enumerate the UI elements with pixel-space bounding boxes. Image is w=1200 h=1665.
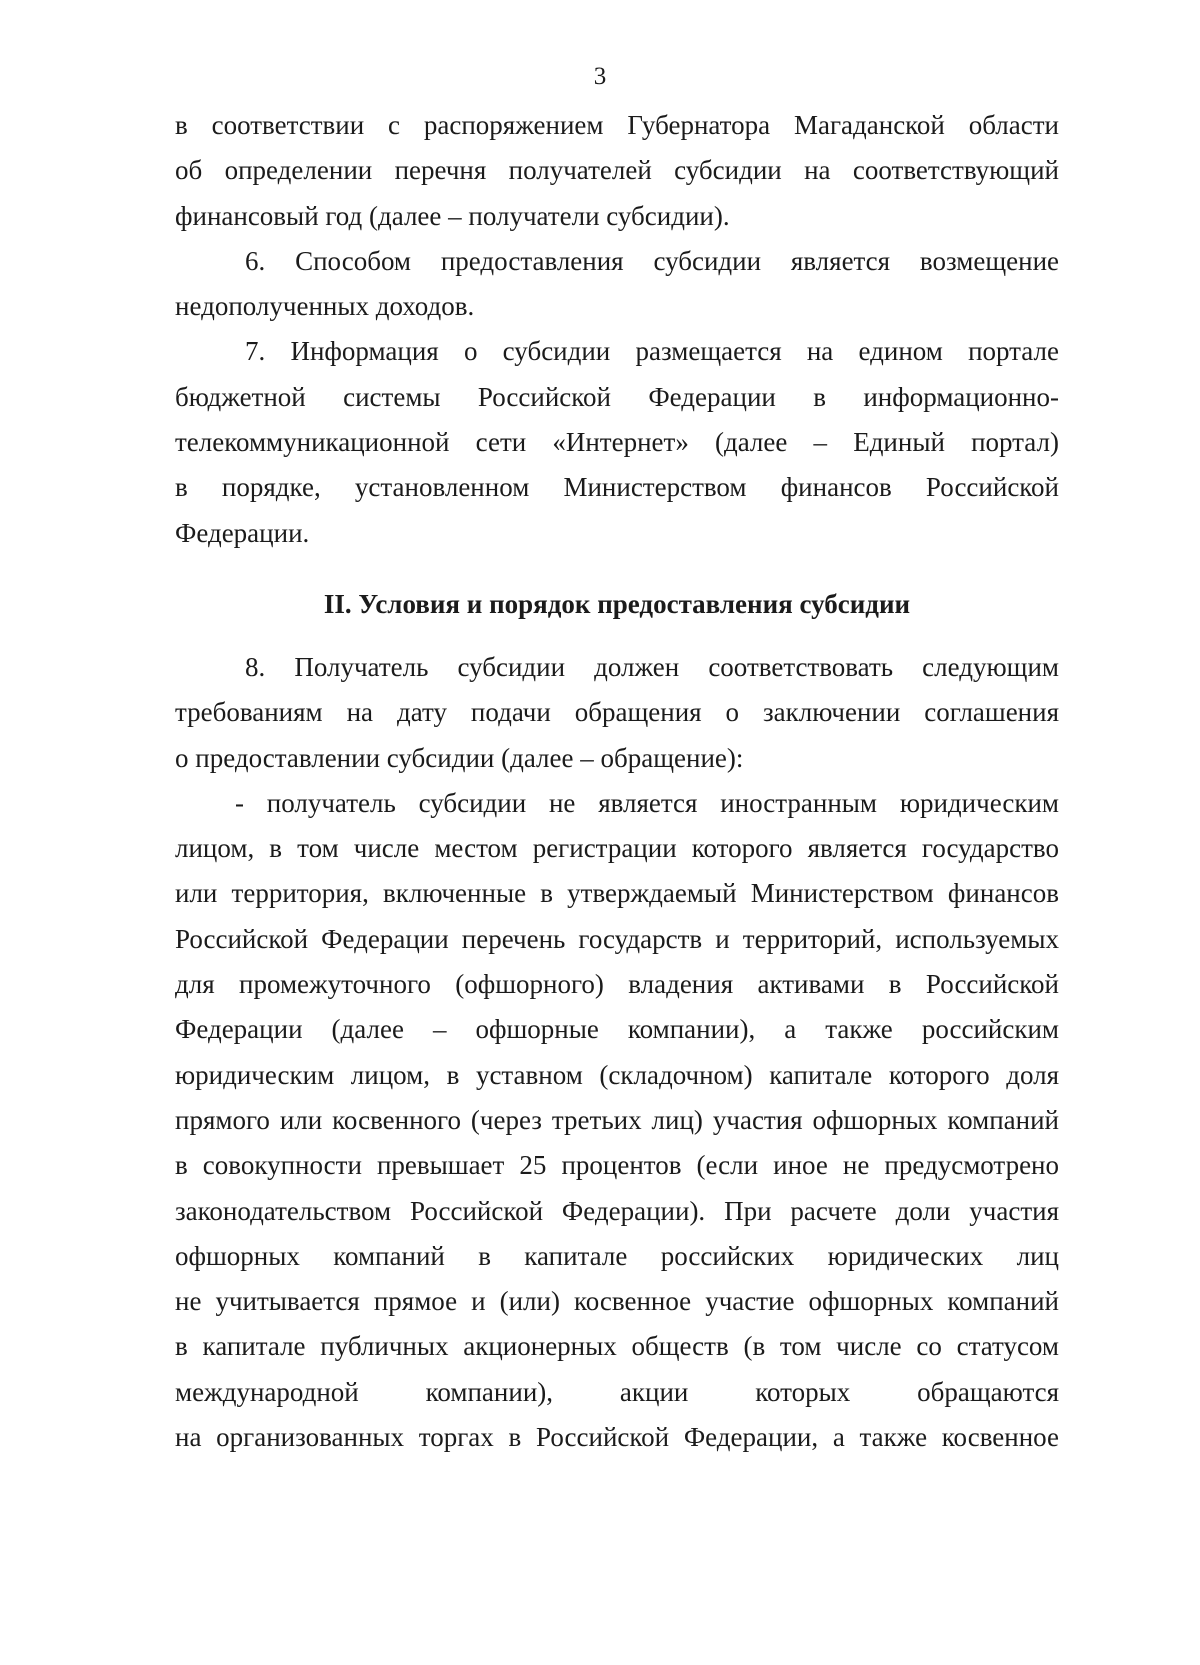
text-line: офшорных компаний в капитале российских юридических лиц bbox=[175, 1240, 1059, 1271]
text-line: юридическим лицом, в уставном (складочном) капитале которого доля bbox=[175, 1059, 1059, 1090]
text-line: прямого или косвенного (через третьих лиц) участия офшорных компаний bbox=[175, 1104, 1059, 1135]
text-line: или территория, включенные в утверждаемый Министерством финансов bbox=[175, 878, 1059, 909]
section-heading: II. Условия и порядок предоставления субсидии bbox=[323, 588, 911, 619]
text-line: 7. Информация о субсидии размещается на едином портале bbox=[245, 336, 1059, 367]
text-line: требованиям на дату подачи обращения о заключении соглашения bbox=[175, 697, 1059, 728]
text-line: об определении перечня получателей субсидии на соответствующий bbox=[175, 155, 1059, 186]
text-line: о предоставлении субсидии (далее – обращение): bbox=[175, 742, 744, 773]
text-line: телекоммуникационной сети «Интернет» (далее – Единый портал) bbox=[175, 427, 1059, 458]
text-line: финансовый год (далее – получатели субсидии). bbox=[175, 200, 730, 231]
text-line: Федерации (далее – офшорные компании), а также российским bbox=[175, 1014, 1059, 1045]
section-gap bbox=[175, 556, 1059, 582]
text-line: Российской Федерации перечень государств и территорий, используемых bbox=[175, 923, 1059, 954]
text-line: в капитале публичных акционерных обществ (в том числе со статусом bbox=[175, 1331, 1059, 1362]
text-line: бюджетной системы Российской Федерации в информационно- bbox=[175, 381, 1059, 412]
text-line: 6. Способом предоставления субсидии является возмещение bbox=[245, 245, 1059, 276]
document-body bbox=[175, 103, 1059, 1460]
text-line: Федерации. bbox=[175, 517, 310, 548]
text-line: в порядке, установленном Министерством финансов Российской bbox=[175, 472, 1059, 503]
text-line: в совокупности превышает 25 процентов (если иное не предусмотрено bbox=[175, 1150, 1059, 1181]
text-line: лицом, в том числе местом регистрации которого является государство bbox=[175, 833, 1059, 864]
text-line: 8. Получатель субсидии должен соответствовать следующим bbox=[245, 651, 1059, 682]
text-line: международной компании), акции которых обращаются bbox=[175, 1376, 1059, 1407]
text-line: в соответствии с распоряжением Губернатора Магаданской области bbox=[175, 110, 1059, 140]
text-line: законодательством Российской Федерации). При расчете доли участия bbox=[175, 1195, 1059, 1226]
text-line: не учитывается прямое и (или) косвенное участие офшорных компаний bbox=[175, 1286, 1059, 1317]
text-line: недополученных доходов. bbox=[175, 291, 475, 322]
page-number: 3 bbox=[593, 63, 607, 90]
text-line: на организованных торгах в Российской Федерации, а также косвенное bbox=[175, 1422, 1059, 1453]
text-line: для промежуточного (офшорного) владения активами в Российской bbox=[175, 969, 1059, 1000]
text-line: - получатель субсидии не является иностранным юридическим bbox=[235, 787, 1059, 818]
